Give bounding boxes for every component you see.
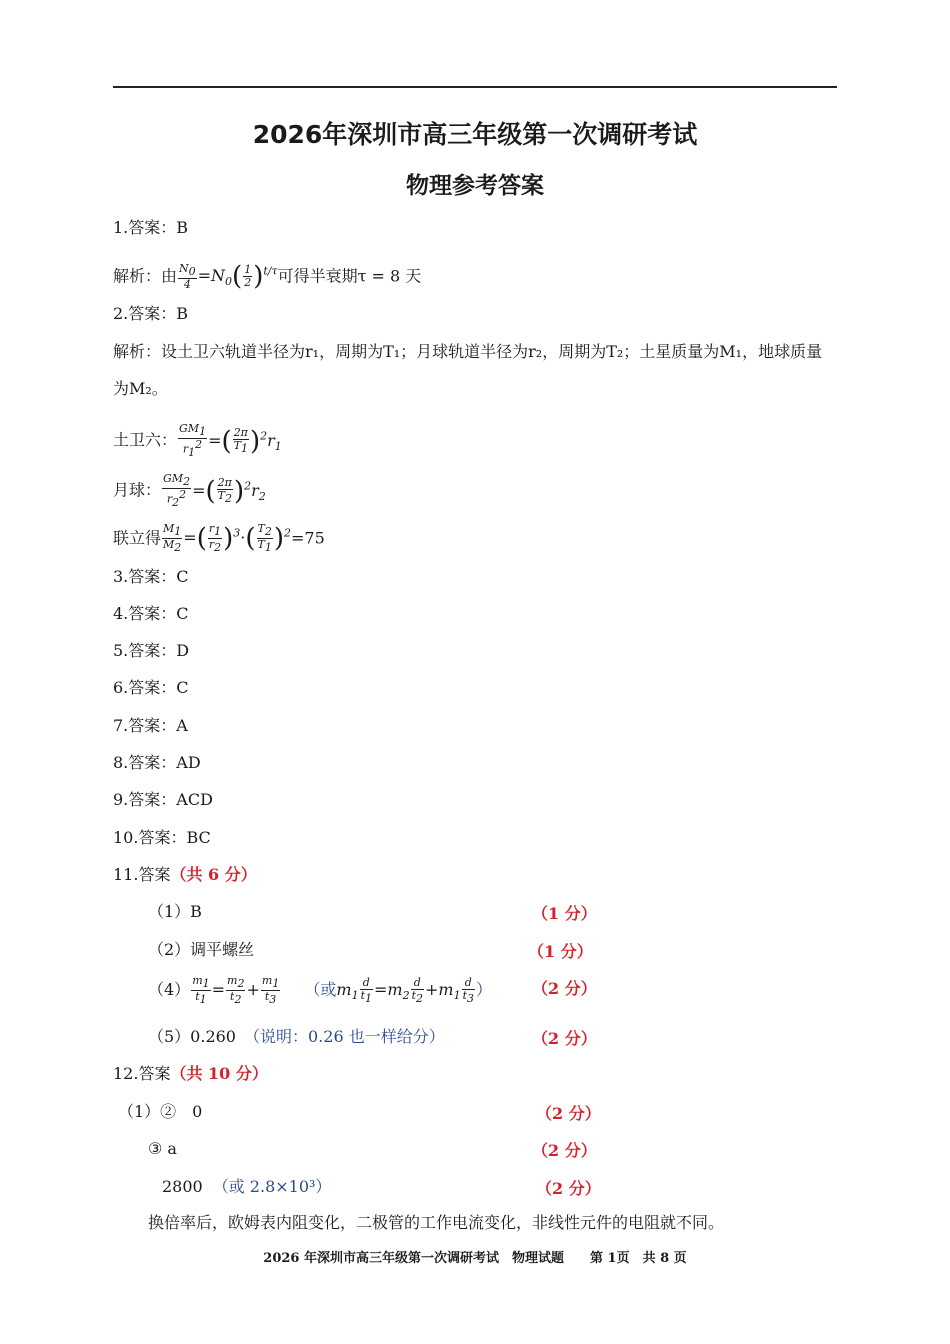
q1-exponent: t/τ	[263, 265, 278, 278]
q11-part4-label: （4）	[148, 980, 191, 1000]
q12-explanation: 换倍率后，欧姆表内阻变化，二极管的工作电流变化，非线性元件的电阻就不同。	[148, 1213, 725, 1232]
q2-titan-equation: 土卫六： $\frac{GM_1}{r_1^2}$ =( $\frac{2\pi}{T_1}$ )$^2r_1$	[113, 422, 282, 460]
answer-line: 8.答案：AD	[113, 753, 201, 772]
q12-heading	[113, 1063, 268, 1085]
q11-part2: （2）调平螺丝	[148, 940, 255, 959]
page-footer: 2026 年深圳市高三年级第一次调研考试 物理试题 第 1页 共 8 页	[263, 1251, 687, 1266]
q11-part5-score: （2 分）	[532, 1029, 597, 1048]
answer-line: 3.答案：C	[113, 567, 189, 586]
q12-part4-note: （或 2.8×10³）	[212, 1177, 332, 1196]
q1-analysis-suffix: 可得半衰期τ = 8 天	[277, 266, 422, 286]
q11-part4: （4） $\frac{m_1}{t_1}$ = $\frac{m_2}{t_2}$ + $\frac{m_1}{t_3}$ （或$m_1$ $\frac{d}{t_1}$ $=m_2$ $\frac{d}{t_2}$ $+m_1$ $\frac{d}{t_3}$ ）	[148, 974, 493, 1007]
q2-analysis-line2: 为M₂。	[113, 379, 168, 398]
q1-analysis: 解析：由 $\frac{N_0}{4}$ $=N_0$( $\frac{1}{2}$ )$^{t/\tau}$可得半衰期τ = 8 天	[113, 261, 422, 292]
q12-part4-score: （2 分）	[536, 1179, 601, 1198]
q2-moon-equation: 月球： $\frac{GM_2}{r_2^2}$ =( $\frac{2\pi}{T_2}$ )$^2r_2$	[113, 472, 266, 510]
q11-part2-score: （1 分）	[528, 942, 593, 961]
q1-frac-n0-4: $\frac{N_0}{4}$	[179, 261, 196, 291]
q11-part1-score: （1 分）	[532, 904, 597, 923]
q2-titan-label: 土卫六：	[113, 430, 178, 450]
q12-part1-score: （2 分）	[536, 1104, 601, 1123]
q2-combined-equation: 联立得 $\frac{M_1}{M_2}$ =( $\frac{r_1}{r_2}$ )$^3$·( $\frac{T_2}{T_1}$ )$^2$=75	[113, 522, 325, 555]
q2-answer: 2.答案：B	[113, 304, 189, 323]
answer-line: 7.答案：A	[113, 716, 188, 735]
answer-line: 6.答案：C	[113, 678, 189, 697]
q1-answer: 1.答案：B	[113, 218, 189, 237]
q11-part5	[148, 1026, 445, 1048]
q12-part3: ③ a	[148, 1139, 177, 1158]
q11-part1: （1）B	[148, 902, 202, 921]
q11-part4-score: （2 分）	[532, 979, 597, 998]
q11-part5-answer: （5）0.260	[148, 1027, 236, 1046]
q11-label: 11.答案	[113, 865, 171, 884]
q12-part3-score: （2 分）	[532, 1141, 597, 1160]
q2-analysis-line1: 解析：设土卫六轨道半径为r₁，周期为T₁；月球轨道半径为r₂，周期为T₂；土星质量为M₁，地球质量	[113, 342, 823, 361]
q12-part4	[162, 1176, 331, 1198]
answer-line: 10.答案：BC	[113, 828, 211, 847]
q11-part4-alt-suffix: ）	[476, 980, 493, 1000]
q11-total-score: （共 6 分）	[170, 865, 257, 884]
q11-heading	[113, 864, 257, 886]
page-subtitle: 物理参考答案	[406, 173, 544, 199]
page-title: 2026年深圳市高三年级第一次调研考试	[252, 120, 698, 149]
q2-combined-label: 联立得	[113, 528, 162, 548]
q1-analysis-prefix: 解析：由	[113, 266, 178, 286]
q2-result: =75	[291, 528, 325, 548]
answer-line: 4.答案：C	[113, 604, 189, 623]
q2-moon-label: 月球：	[113, 480, 162, 500]
q12-label: 12.答案	[113, 1064, 171, 1083]
answer-line: 5.答案：D	[113, 641, 190, 660]
q1-frac-half: $\frac{1}{2}$	[244, 263, 252, 290]
top-rule	[113, 86, 837, 88]
q12-total-score: （共 10 分）	[170, 1064, 268, 1083]
q11-part4-alt-prefix: （或	[304, 980, 337, 1000]
q11-part5-note: （说明：0.26 也一样给分）	[244, 1027, 445, 1046]
answer-line: 9.答案：ACD	[113, 790, 213, 809]
q12-part1: （1）② 0	[118, 1102, 203, 1121]
q12-part4-answer: 2800	[162, 1177, 203, 1196]
